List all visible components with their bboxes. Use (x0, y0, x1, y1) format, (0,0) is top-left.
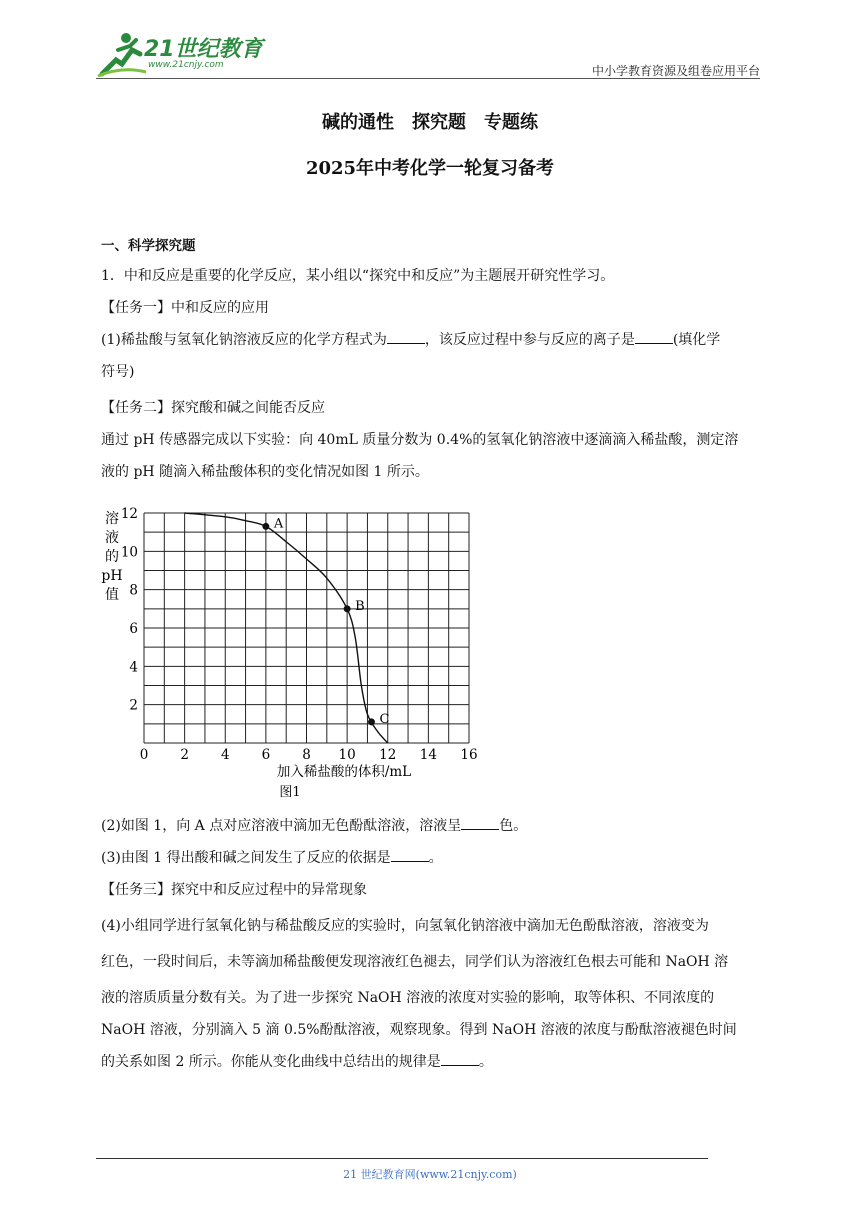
x-tick-label: 6 (261, 747, 271, 763)
sub-question-1-text-c: (填化学 (672, 332, 721, 348)
header-tagline: 中小学教育资源及组卷应用平台 (591, 64, 760, 78)
sub-question-4-text-b: 。 (478, 1054, 493, 1070)
answer-blank (635, 329, 673, 344)
sub-question-4-line-5 (101, 1046, 761, 1078)
sub-question-2-text-a: (2)如图 1，向 A 点对应溶液中滴加无色酚酞溶液，溶液呈 (101, 818, 462, 834)
sub-question-4-line-1: (4)小组同学进行氢氧化钠与稀盐酸反应的实验时，向氢氧化钠溶液中滴加无色酚酞溶液，溶液变为 (101, 918, 709, 934)
figure-caption: 图1 (279, 785, 301, 800)
section-heading: 一、科学探究题 (101, 238, 196, 254)
x-tick-label: 14 (419, 747, 437, 763)
question-intro: 1．中和反应是重要的化学反应，某小组以“探究中和反应”为主题展开研究性学习。 (101, 268, 615, 284)
y-axis-ticks (121, 506, 138, 714)
sub-question-2 (101, 810, 761, 842)
y-axis-label-char: 的 (105, 549, 119, 565)
point-c-marker (368, 718, 375, 725)
answer-blank (391, 847, 429, 862)
document-title: 碱的通性 探究题 专题练 (322, 112, 538, 133)
y-axis-label-char: pH (101, 568, 123, 584)
answer-blank (387, 329, 425, 344)
y-axis-label-char: 液 (105, 530, 119, 546)
task3-heading: 【任务三】探究中和反应过程中的异常现象 (101, 882, 367, 898)
task1-heading: 【任务一】中和反应的应用 (101, 300, 269, 316)
sub-question-4-line-2: 红色，一段时间后，未等滴加稀盐酸便发现溶液红色褪去，同学们认为溶液红色根去可能和 NaOH 溶 (101, 954, 729, 970)
header-divider (96, 78, 760, 79)
sub-question-4-text-a: 的关系如图 2 所示。你能从变化曲线中总结出的规律是 (101, 1054, 441, 1070)
page-footer: 21 世纪教育网(www.21cnjy.com) (343, 1168, 517, 1181)
point-b-label: B (355, 598, 365, 614)
answer-blank (461, 815, 499, 830)
document-subtitle: 2025年中考化学一轮复习备考 (305, 158, 555, 179)
sub-question-3 (101, 842, 761, 874)
y-tick-label: 8 (129, 582, 138, 599)
y-tick-label: 10 (120, 544, 138, 561)
task2-heading: 【任务二】探究酸和碱之间能否反应 (101, 400, 325, 416)
x-axis-label: 加入稀盐酸的体积/mL (276, 764, 412, 780)
y-tick-label: 6 (129, 621, 138, 637)
y-axis-label-char: 溶 (105, 511, 119, 527)
x-tick-label: 0 (139, 747, 149, 763)
sub-question-1-cont: 符号) (101, 364, 135, 380)
answer-blank (441, 1051, 479, 1066)
chart-grid (144, 513, 469, 743)
y-tick-label: 2 (129, 697, 138, 714)
sub-question-4-line-4: NaOH 溶液，分别滴入 5 滴 0.5%酚酞溶液，观察现象。得到 NaOH 溶液的浓度与酚酞溶液褪色时间 (101, 1022, 737, 1038)
point-a-marker (262, 523, 269, 530)
logo-text: 21世纪教育 (144, 37, 263, 62)
site-logo (96, 30, 266, 78)
sub-question-1-text-a: (1)稀盐酸与氢氧化钠溶液反应的化学方程式为 (101, 332, 387, 348)
y-tick-label: 12 (120, 506, 138, 522)
experiment-text-2: 液的 pH 随滴入稀盐酸体积的变化情况如图 1 所示。 (101, 464, 429, 480)
sub-question-3-text-a: (3)由图 1 得出酸和碱之间发生了反应的依据是 (101, 850, 391, 866)
y-tick-label: 4 (129, 659, 138, 676)
x-tick-label: 8 (302, 747, 311, 763)
point-b-marker (344, 605, 351, 612)
y-axis-label-char: 值 (105, 587, 119, 603)
x-tick-label: 10 (338, 747, 356, 763)
footer-divider (96, 1158, 708, 1159)
experiment-text-1: 通过 pH 传感器完成以下实验：向 40mL 质量分数为 0.4%的氢氧化钠溶液中逐滴滴入稀盐酸，测定溶 (101, 432, 739, 448)
x-tick-label: 16 (460, 747, 478, 763)
sub-question-1-text-b: ，该反应过程中参与反应的离子是 (424, 332, 635, 348)
sub-question-2-text-b: 色。 (499, 818, 528, 834)
x-axis-ticks (140, 747, 478, 763)
point-a-label: A (273, 516, 284, 532)
x-tick-label: 2 (180, 747, 189, 763)
sub-question-4-line-3: 液的溶质质量分数有关。为了进一步探究 NaOH 溶液的浓度对实验的影响，取等体积、不同浓度的 (101, 990, 715, 1006)
sub-question-1 (101, 324, 761, 356)
logo-url: www.21cnjy.com (148, 60, 224, 70)
page-header (96, 30, 760, 78)
sub-question-3-text-b: 。 (428, 850, 443, 866)
x-tick-label: 4 (220, 747, 230, 763)
runner-logo-icon (96, 30, 148, 78)
x-tick-label: 12 (379, 747, 397, 763)
y-axis-label (101, 510, 122, 603)
ph-curve-chart (96, 505, 486, 800)
figure-1-chart (96, 505, 486, 800)
point-c-label: C (379, 711, 390, 727)
curve-points (262, 516, 389, 727)
